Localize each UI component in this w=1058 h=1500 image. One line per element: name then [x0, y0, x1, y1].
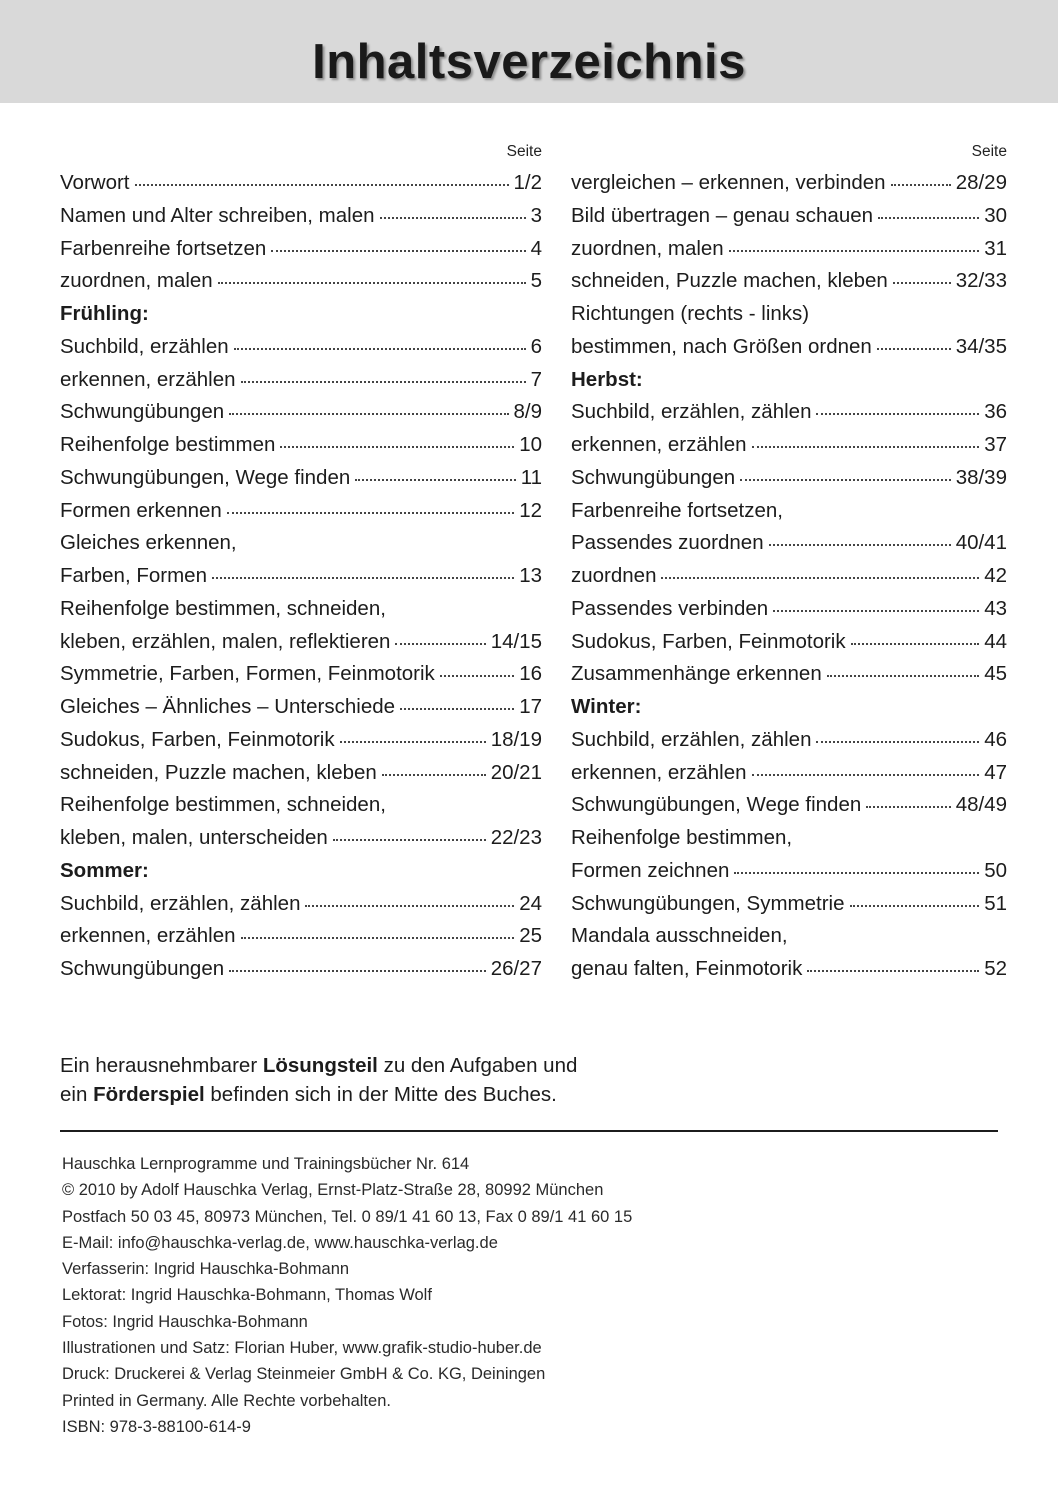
toc-entry-page: 42 [984, 564, 1007, 587]
toc-entry-title: Suchbild, erzählen [60, 334, 229, 358]
toc-list-right [571, 167, 1007, 986]
note-bold-loesungsteil: Lösungsteil [262, 1054, 378, 1077]
toc-entry-title: zuordnen, malen [571, 236, 724, 260]
toc-entry-title: Reihenfolge bestimmen, [571, 826, 793, 849]
toc-entry-page: 45 [984, 662, 1007, 686]
toc-entry [60, 658, 542, 691]
dot-leader [877, 348, 951, 350]
toc-entry-page: 46 [984, 727, 1007, 751]
dot-leader [866, 806, 950, 808]
page-title: Inhaltsverzeichnis [312, 35, 746, 89]
toc-entry-title: Frühling: [60, 302, 149, 325]
toc-entry-page: 5 [530, 269, 542, 293]
toc-entry-title: zuordnen, malen [60, 269, 213, 293]
toc-entry-title: erkennen, erzählen [571, 433, 747, 456]
toc-entry-page: 28/29 [955, 171, 1007, 194]
toc-entry-title: Gleiches erkennen, [60, 531, 237, 555]
toc-entry [60, 789, 542, 822]
note-bold-foerderspiel: Förderspiel [93, 1082, 205, 1106]
toc-entry-title: kleben, erzählen, malen, reflektieren [60, 629, 391, 653]
dot-leader [241, 937, 515, 939]
toc-entry-page: 6 [530, 334, 542, 358]
toc-entry-title: Farbenreihe fortsetzen [60, 236, 267, 260]
toc-entry-title: bestimmen, nach Größen ordnen [571, 334, 872, 358]
toc-entry-title: Mandala ausschneiden, [571, 924, 788, 948]
dot-leader [752, 774, 980, 776]
toc-entry-page: 12 [519, 498, 542, 522]
toc-entry-page: 37 [984, 433, 1007, 456]
toc-entry [60, 724, 542, 757]
toc-entry-title: Formen zeichnen [571, 858, 730, 882]
toc-entry [571, 593, 1007, 626]
note-line-2: ein Förderspiel befinden sich in der Mitte des Buches. [60, 1082, 557, 1106]
toc-entry [571, 920, 1007, 953]
toc-entry [60, 953, 542, 986]
toc-entry [60, 429, 542, 462]
toc-entry [60, 462, 542, 495]
dot-leader [305, 905, 514, 907]
dot-leader [740, 479, 951, 481]
toc-column-right [571, 141, 1007, 986]
toc-entry-page: 8/9 [513, 400, 542, 424]
toc-section-heading [571, 691, 1007, 724]
toc-entry-page: 22/23 [490, 826, 542, 849]
toc-entry [571, 462, 1007, 495]
toc-entry-title: Schwungübungen, Wege finden [571, 793, 862, 817]
dot-leader [850, 905, 980, 907]
toc-entry [571, 658, 1007, 691]
imprint-line: Hauschka Lernprogramme und Trainingsbücher Nr. 614 [62, 1155, 470, 1173]
dot-leader [816, 413, 979, 415]
toc-entry-page: 44 [984, 629, 1007, 653]
imprint [62, 1151, 962, 1440]
toc-entry-page: 36 [984, 400, 1007, 424]
toc-entry [571, 495, 1007, 528]
toc-entry [60, 167, 542, 200]
toc-entry-page: 3 [530, 203, 542, 227]
dot-leader [380, 217, 526, 219]
dot-leader [440, 675, 514, 677]
dot-leader [395, 643, 485, 645]
toc-entry [571, 724, 1007, 757]
imprint-line: Verfasserin: Ingrid Hauschka-Bohmann [62, 1260, 350, 1279]
toc-entry-page: 25 [519, 924, 542, 948]
toc-entry-title: Vorwort [60, 171, 130, 194]
dot-leader [769, 544, 951, 546]
imprint-line: Lektorat: Ingrid Hauschka-Bohmann, Thomas Wolf [62, 1286, 432, 1305]
dot-leader [218, 282, 526, 284]
toc-entry-page: 7 [530, 367, 542, 391]
toc-entry-title: Symmetrie, Farben, Formen, Feinmotorik [60, 662, 435, 686]
toc-entry-page: 50 [984, 858, 1007, 882]
toc-entry-title: Sommer: [60, 858, 149, 882]
toc-entry-title: Sudokus, Farben, Feinmotorik [571, 629, 846, 653]
dot-leader [333, 839, 486, 841]
toc-entry-page: 1/2 [513, 171, 542, 194]
toc-entry-page: 10 [519, 433, 542, 456]
toc-entry [60, 626, 542, 659]
toc-entry [571, 265, 1007, 298]
toc-entry [60, 822, 542, 855]
toc-entry [571, 233, 1007, 266]
toc-entry-title: Passendes zuordnen [571, 531, 764, 555]
toc-entry-title: Schwungübungen [60, 957, 225, 980]
toc-entry [60, 233, 542, 266]
toc-entry [571, 527, 1007, 560]
toc-entry-title: Richtungen (rechts - links) [571, 302, 810, 325]
toc-entry [571, 822, 1007, 855]
toc-entry [571, 757, 1007, 790]
toc-entry-title: Schwungübungen, Symmetrie [571, 891, 845, 915]
toc-entry [571, 167, 1007, 200]
toc-section-heading [60, 855, 542, 888]
toc-entry-page: 13 [519, 564, 542, 587]
toc-entry [60, 527, 542, 560]
toc-entry-title: erkennen, erzählen [60, 367, 236, 391]
toc-entry-page: 26/27 [490, 957, 542, 980]
toc-entry [571, 855, 1007, 888]
toc-entry-title: Suchbild, erzählen, zählen [571, 400, 812, 424]
toc-entry-page: 51 [984, 891, 1007, 915]
toc-entry-title: Suchbild, erzählen, zählen [60, 891, 301, 915]
toc-entry-title: Formen erkennen [60, 498, 222, 522]
toc-entry-title: genau falten, Feinmotorik [571, 957, 803, 980]
divider-line [60, 1130, 998, 1132]
dot-leader [773, 610, 979, 612]
imprint-line: Postfach 50 03 45, 80973 München, Tel. 0 89/1 41 60 13, Fax 0 89/1 41 60 15 [62, 1207, 633, 1226]
dot-leader [816, 741, 979, 743]
toc-entry-page: 32/33 [955, 269, 1007, 293]
toc-entry-title: Reihenfolge bestimmen, schneiden, [60, 793, 386, 817]
toc-entry [60, 888, 542, 921]
dot-leader [661, 577, 979, 579]
toc-entry [571, 888, 1007, 921]
dot-leader [229, 413, 508, 415]
imprint-line: Illustrationen und Satz: Florian Huber, www.grafik-studio-huber.de [62, 1339, 542, 1358]
dot-leader [234, 348, 526, 350]
toc-column-left [60, 141, 542, 986]
seite-label-left: Seite [506, 143, 542, 160]
toc-entry-title: erkennen, erzählen [571, 760, 747, 784]
toc-entry [571, 429, 1007, 462]
imprint-line: ISBN: 978-3-88100-614-9 [62, 1417, 251, 1436]
toc-entry [60, 920, 542, 953]
toc-entry-title: Reihenfolge bestimmen [60, 433, 276, 456]
toc-entry [571, 560, 1007, 593]
toc-entry-page: 18/19 [490, 727, 542, 751]
dot-leader [212, 577, 514, 579]
toc-entry [60, 265, 542, 298]
toc-entry [60, 495, 542, 528]
imprint-line: Printed in Germany. Alle Rechte vorbehalten. [62, 1391, 391, 1410]
toc-entry-page: 48/49 [955, 793, 1007, 817]
toc-entry [571, 626, 1007, 659]
toc-entry-title: Winter: [571, 695, 642, 718]
imprint-line: E-Mail: info@hauschka-verlag.de, www.hauschka-verlag.de [62, 1233, 498, 1252]
toc-entry [60, 560, 542, 593]
toc-entry [60, 593, 542, 626]
toc-entry [60, 691, 542, 724]
toc-entry-page: 31 [984, 236, 1007, 260]
toc-entry-title: Sudokus, Farben, Feinmotorik [60, 727, 335, 751]
toc-entry-title: vergleichen – erkennen, verbinden [571, 171, 886, 194]
imprint-line: © 2010 by Adolf Hauschka Verlag, Ernst-Platz-Straße 28, 80992 München [62, 1181, 604, 1200]
dot-leader [227, 512, 514, 514]
toc-entry-page: 52 [984, 957, 1007, 980]
toc-section-heading [60, 298, 542, 331]
dot-leader [241, 381, 526, 383]
toc-entry [60, 364, 542, 397]
toc-entry-page: 24 [519, 891, 542, 915]
toc-entry-page: 47 [984, 760, 1007, 784]
dot-leader [271, 250, 525, 252]
dot-leader [400, 708, 514, 710]
toc-entry [60, 331, 542, 364]
toc-entry-page: 11 [520, 465, 542, 489]
dot-leader [229, 970, 486, 972]
toc-entry-title: Schwungübungen, Wege finden [60, 465, 351, 489]
toc-entry-title: Suchbild, erzählen, zählen [571, 727, 812, 751]
solution-note [60, 1052, 760, 1109]
dot-leader [851, 643, 980, 645]
toc-section-heading [571, 364, 1007, 397]
toc-entry [60, 757, 542, 790]
imprint-line: Druck: Druckerei & Verlag Steinmeier GmbH & Co. KG, Deiningen [62, 1365, 546, 1384]
dot-leader [355, 479, 515, 481]
dot-leader [752, 446, 980, 448]
dot-leader [382, 774, 486, 776]
seite-label-right: Seite [971, 143, 1007, 160]
toc-entry-page: 14/15 [490, 629, 542, 653]
toc-entry-title: zuordnen [571, 564, 657, 587]
toc-entry-title: Namen und Alter schreiben, malen [60, 203, 375, 227]
toc-entry [571, 396, 1007, 429]
toc-entry-title: schneiden, Puzzle machen, kleben [60, 760, 377, 784]
dot-leader [827, 675, 979, 677]
toc-entry-title: erkennen, erzählen [60, 924, 236, 948]
dot-leader [807, 970, 979, 972]
dot-leader [135, 184, 509, 186]
toc-entry [60, 200, 542, 233]
toc-entry-title: Passendes verbinden [571, 596, 769, 620]
toc-entry-page: 20/21 [490, 760, 542, 784]
toc-entry-title: Farben, Formen [60, 564, 207, 587]
dot-leader [340, 741, 486, 743]
toc-entry-title: Zusammenhänge erkennen [571, 662, 822, 686]
toc-entry-title: Bild übertragen – genau schauen [571, 203, 874, 227]
dot-leader [729, 250, 979, 252]
toc-entry-title: kleben, malen, unterscheiden [60, 826, 328, 849]
toc-entry-page: 38/39 [955, 465, 1007, 489]
toc-entry [571, 331, 1007, 364]
toc-list-left [60, 167, 542, 986]
toc-entry-page: 30 [984, 203, 1007, 227]
toc-entry-page: 43 [984, 596, 1007, 620]
dot-leader [893, 282, 951, 284]
toc-entry-page: 34/35 [955, 334, 1007, 358]
toc-entry-page: 4 [530, 236, 542, 260]
toc-entry-title: Herbst: [571, 367, 643, 391]
dot-leader [878, 217, 979, 219]
toc-entry-title: Farbenreihe fortsetzen, [571, 498, 783, 522]
toc-entry-title: schneiden, Puzzle machen, kleben [571, 269, 888, 293]
toc-entry-page: 17 [519, 695, 542, 718]
dot-leader [734, 872, 979, 874]
toc-entry [571, 200, 1007, 233]
toc-entry-page: 16 [519, 662, 542, 686]
imprint-line: Fotos: Ingrid Hauschka-Bohmann [62, 1312, 308, 1331]
toc-entry-page: 40/41 [955, 531, 1007, 555]
toc-entry [571, 953, 1007, 986]
toc-entry [571, 298, 1007, 331]
toc-entry-title: Schwungübungen [60, 400, 225, 424]
toc-entry [60, 396, 542, 429]
toc-entry-title: Reihenfolge bestimmen, schneiden, [60, 596, 386, 620]
toc-entry-title: Schwungübungen [571, 465, 736, 489]
dot-leader [280, 446, 514, 448]
note-line-1: Ein herausnehmbarer Lösungsteil zu den Aufgaben und [60, 1054, 578, 1077]
toc-entry-title: Gleiches – Ähnliches – Unterschiede [60, 695, 396, 718]
dot-leader [891, 184, 951, 186]
toc-entry [571, 789, 1007, 822]
